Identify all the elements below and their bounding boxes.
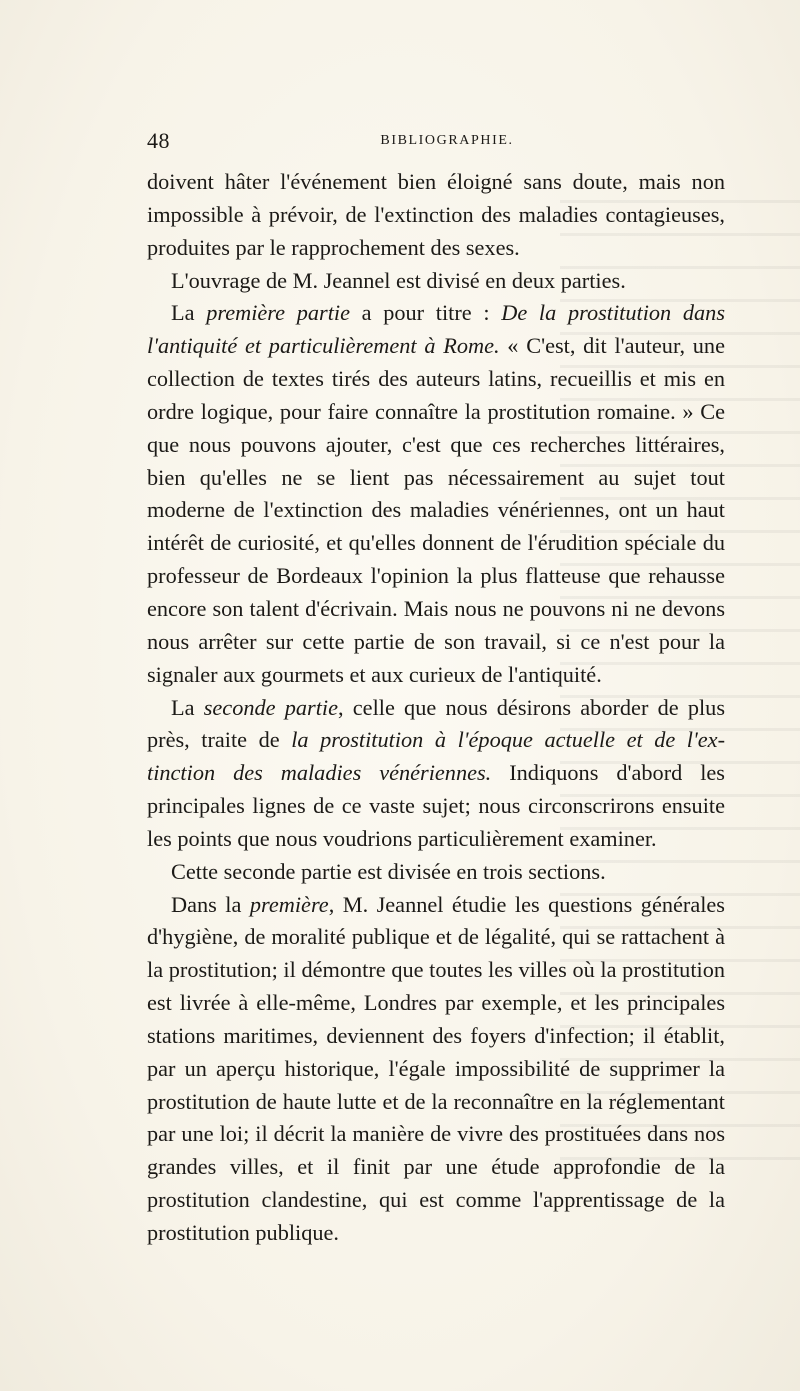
text-run: Indiquons d'abord les principales lignes de ce vaste sujet; nous circonscrirons ensuite les points que nous voudrions particulièrement examiner.: [147, 760, 725, 851]
paragraph: [147, 166, 725, 265]
page-number: 48: [147, 128, 170, 153]
paragraph: [147, 856, 725, 889]
paragraph: [147, 692, 725, 856]
paragraph: [147, 297, 725, 691]
italic-text-run: De la prostitution dans l'antiquité et particulièrement à Rome.: [147, 300, 725, 359]
text-run: La: [171, 300, 207, 326]
text-run: Cette seconde partie est divisée en trois sections.: [171, 858, 606, 884]
text-run: , celle que nous désirons aborder de plus près, traite de: [147, 694, 725, 753]
text-run: , M. Jeannel étudie les questions générales d'hygiène, de moralité publique et de légalité, qui se rattachent à la prostitution; il démontre que toutes les villes où la prostitution est livrée à elle-même, Londres par exemple, et les principales stations maritimes, deviennent des foyers d'infection; il établit, par un aperçu historique, l'égale impossibilité de supprimer la prostitution de haute lutte et de la reconnaître en la réglementant par une loi; il décrit la manière de vivre des prostituées dans nos grandes villes, et il finit par une étude approfondie de la prostitution clandestine, qui est comme l'apprentissage de la prostitution publique.: [147, 891, 725, 1245]
italic-text-run: la prostitution à l'époque actuelle et de l'extinction des maladies vénériennes.: [147, 727, 725, 786]
italic-text-run: première: [249, 891, 329, 917]
text-run: Dans la: [171, 891, 250, 917]
paragraph: [147, 265, 725, 298]
text-run: L'ouvrage de M. Jeannel est divisé en deux parties.: [171, 267, 626, 293]
text-run: doivent hâter l'événement bien éloigné sans doute, mais non impossible à prévoir, de l'extinction des maladies contagieuses, produites par le rapprochement des sexes.: [147, 169, 725, 260]
running-head: BIBLIOGRAPHIE.: [380, 133, 514, 148]
italic-text-run: première partie: [206, 300, 350, 326]
paragraph: [147, 889, 725, 1250]
page-header: [147, 128, 727, 158]
italic-text-run: seconde partie: [203, 694, 338, 720]
text-run: a pour titre :: [349, 300, 502, 326]
text-run: La: [171, 694, 204, 720]
body-text: [147, 166, 725, 1250]
text-run: « C'est, dit l'auteur, une collection de textes tirés des auteurs latins, recueillis et mis en ordre logique, pour faire connaître la prostitution romaine. » Ce que nous pouvons ajouter, c'est que ces recherches littéraires, bien qu'elles ne se lient pas nécessairement au sujet tout moderne de l'extinction des maladies vénériennes, ont un haut intérêt de curiosité, et qu'elles donnent de l'érudition spéciale du professeur de Bordeaux l'opinion la plus flatteuse que rehausse encore son talent d'écrivain. Mais nous ne pouvons ni ne devons nous arrêter sur cette partie de son travail, si ce n'est pour la signaler aux gourmets et aux curieux de l'antiquité.: [147, 333, 725, 687]
